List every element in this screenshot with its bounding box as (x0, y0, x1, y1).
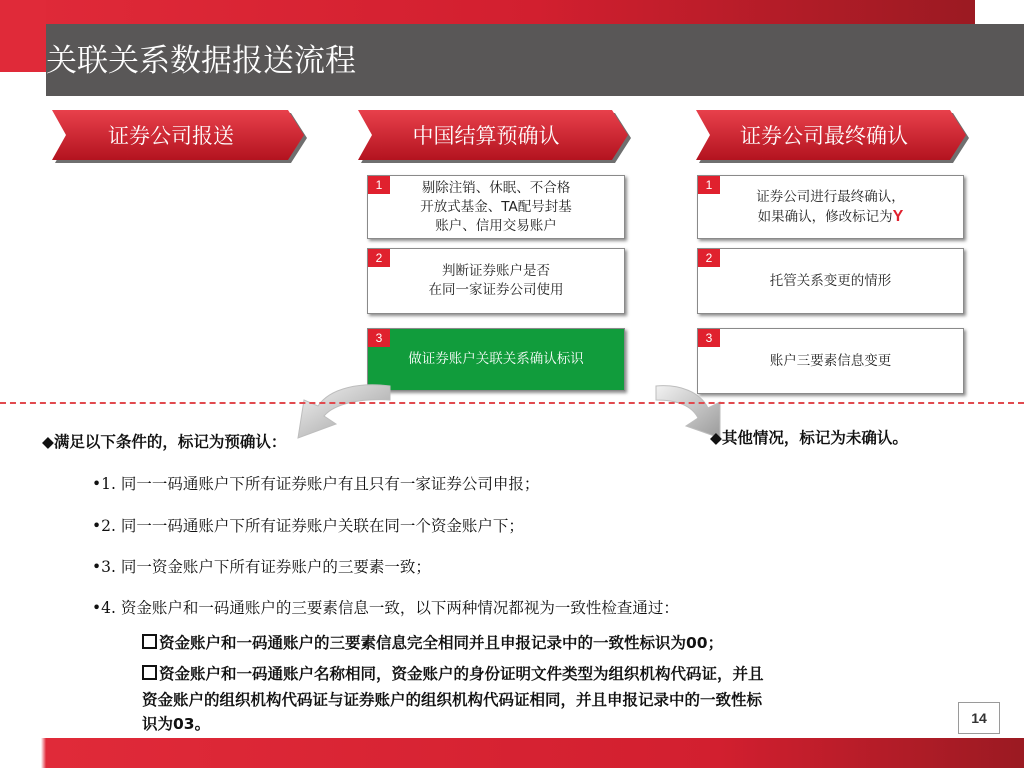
step-number-badge: 2 (698, 249, 720, 267)
middle-box-2 (367, 248, 625, 314)
right-box-2-text: 托管关系变更的情形 (769, 272, 892, 289)
left-curved-arrow-icon (290, 378, 400, 440)
step-label-3: 证券公司最终确认 (740, 124, 908, 148)
middle-box-1-text: 剔除注销、休眠、不合格 开放式基金、TA配号封基 账户、信用交易账户 (420, 179, 572, 234)
middle-box-2-text: 判断证券账户是否 在同一家证券公司使用 (428, 263, 564, 298)
diamond-bullet-icon: ◆ (42, 433, 54, 451)
step-number-badge: 2 (368, 249, 390, 267)
sub-condition-1: 资金账户和一码通账户的三要素信息完全相同并且申报记录中的一致性标识为00； (142, 631, 723, 653)
bottom-accent-bar (0, 738, 1024, 768)
step-chevron-3 (696, 110, 966, 160)
step-number-badge: 1 (698, 176, 720, 194)
sub-condition-2-line-3: 识为03。 (142, 715, 211, 733)
right-box-2 (697, 248, 964, 314)
middle-box-3-text: 做证券账户关联关系确认标识 (408, 351, 584, 367)
condition-item-4: •4. 资金账户和一码通账户的三要素信息一致，以下两种情况都视为一致性检查通过： (92, 599, 679, 617)
step-number-badge: 1 (368, 176, 390, 194)
step-number-badge: 3 (368, 329, 390, 347)
right-box-3-text: 账户三要素信息变更 (769, 352, 892, 369)
step-chevron-1 (52, 110, 304, 160)
middle-box-3 (367, 328, 625, 391)
left-accent-block (0, 0, 46, 72)
confirm-mark: Y (892, 207, 904, 225)
diamond-bullet-icon: ◆ (710, 429, 722, 447)
checkbox-bullet-icon (142, 665, 157, 680)
other-case-note: ◆其他情况，标记为未确认。 (710, 429, 908, 447)
condition-item-1: •1. 同一一码通账户下所有证券账户有且只有一家证券公司申报； (92, 475, 540, 493)
sub-condition-2-line-2: 资金账户的组织机构代码证与证券账户的组织机构代码证相同，并且申报记录中的一致性标 (142, 691, 763, 709)
condition-item-3: •3. 同一资金账户下所有证券账户的三要素一致； (92, 558, 431, 576)
page-number: 14 (958, 702, 1000, 734)
condition-item-2: •2. 同一一码通账户下所有证券账户关联在同一个资金账户下； (92, 517, 524, 535)
step-label-2: 中国结算预确认 (412, 124, 560, 148)
dashed-divider (0, 402, 1024, 404)
right-box-1-main: 证券公司进行最终确认， 如果确认，修改标记为 (756, 188, 905, 225)
checkbox-bullet-icon (142, 634, 157, 649)
right-box-3 (697, 328, 964, 394)
sub-condition-2: 资金账户和一码通账户名称相同，资金账户的身份证明文件类型为组织机构代码证，并且 (142, 662, 764, 684)
slide-title: 关联关系数据报送流程 (46, 43, 356, 79)
step-number-badge: 3 (698, 329, 720, 347)
right-box-1 (697, 175, 964, 239)
step-label-1: 证券公司报送 (108, 124, 234, 148)
conditions-heading: ◆满足以下条件的，标记为预确认： (42, 433, 287, 451)
middle-box-1 (367, 175, 625, 239)
top-accent-bar (0, 0, 975, 24)
right-box-1-text (756, 188, 905, 227)
step-chevron-2 (358, 110, 628, 160)
